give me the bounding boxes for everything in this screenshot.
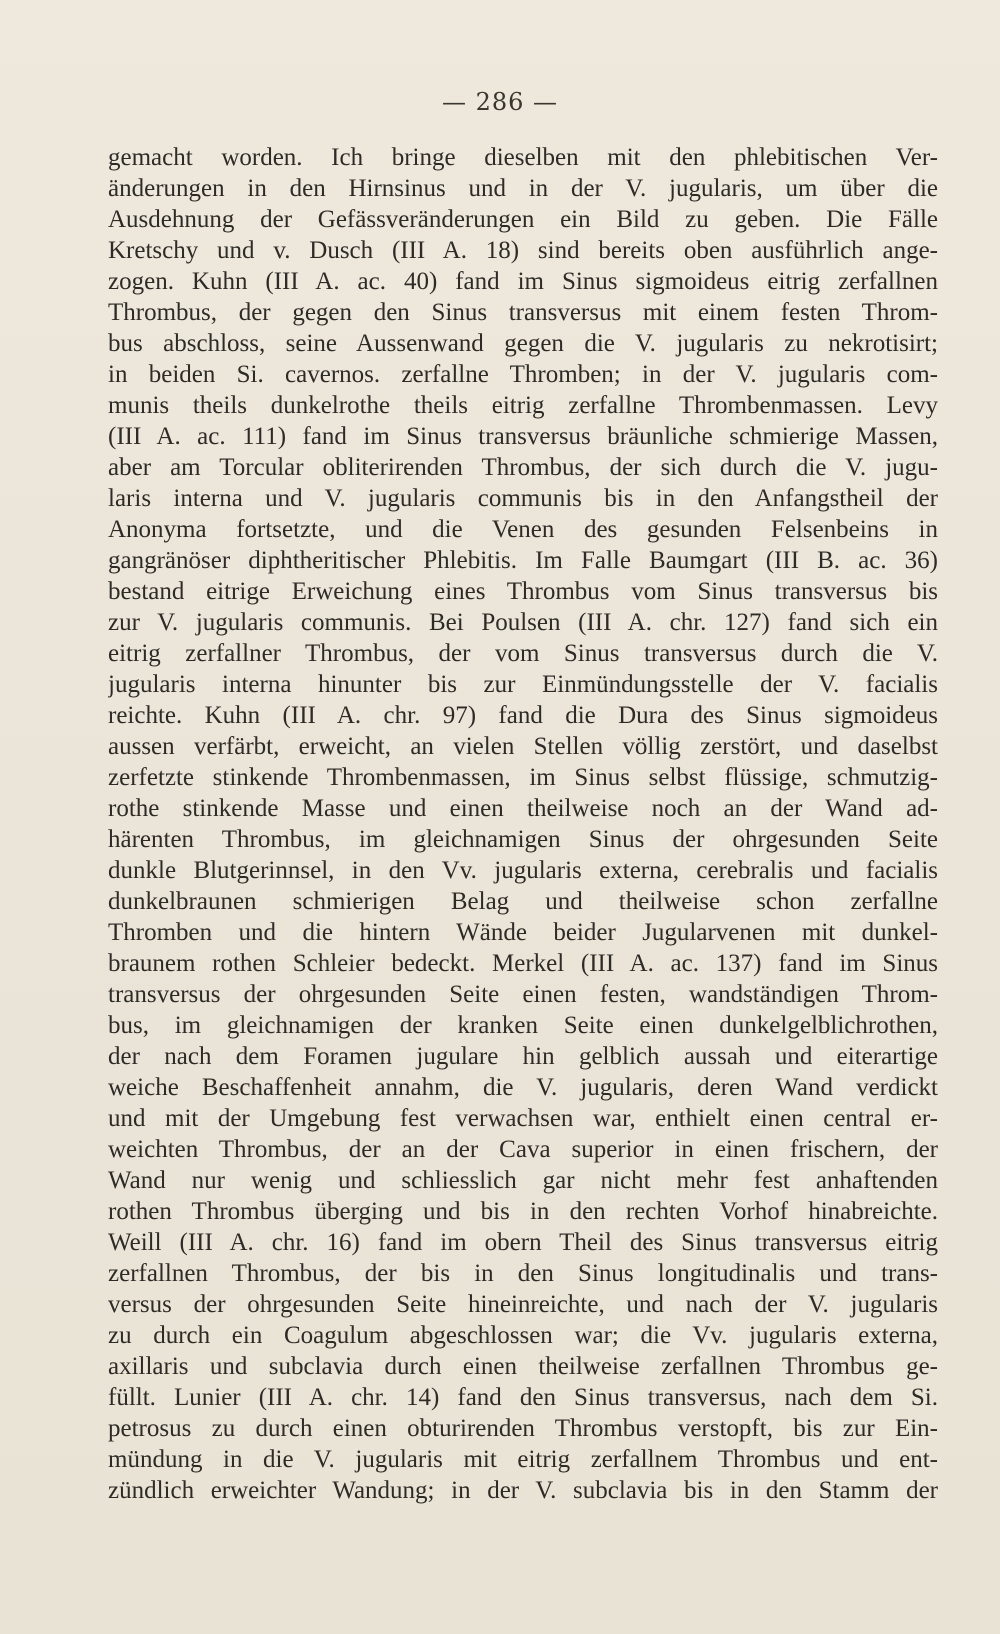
text-line: munis theils dunkelrothe theils eitrig zerfallne Thrombenmassen. Levy <box>108 392 938 419</box>
text-line: weiche Beschaffenheit annahm, die V. jugularis, deren Wand verdickt <box>108 1074 938 1101</box>
text-line: zu durch ein Coagulum abgeschlossen war; die Vv. jugularis externa, <box>108 1322 938 1349</box>
text-line: axillaris und subclavia durch einen theilweise zerfallnen Thrombus ge- <box>108 1353 938 1380</box>
text-line: und mit der Umgebung fest verwachsen war, enthielt einen central er- <box>108 1105 938 1132</box>
text-line: braunem rothen Schleier bedeckt. Merkel (III A. ac. 137) fand im Sinus <box>108 950 938 977</box>
text-line: reichte. Kuhn (III A. chr. 97) fand die Dura des Sinus sigmoideus <box>108 702 938 729</box>
text-line: in beiden Si. cavernos. zerfallne Thromben; in der V. jugularis com- <box>108 361 938 388</box>
text-line: versus der ohrgesunden Seite hineinreichte, und nach der V. jugularis <box>108 1291 938 1318</box>
text-line: dunkelbraunen schmierigen Belag und theilweise schon zerfallne <box>108 888 938 915</box>
text-line: rothe stinkende Masse und einen theilweise noch an der Wand ad- <box>108 795 938 822</box>
text-line: der nach dem Foramen jugulare hin gelblich aussah und eiterartige <box>108 1043 938 1070</box>
text-line: transversus der ohrgesunden Seite einen festen, wandständigen Throm- <box>108 981 938 1008</box>
text-line: zerfetzte stinkende Thrombenmassen, im Sinus selbst flüssige, schmutzig- <box>108 764 938 791</box>
text-line: änderungen in den Hirnsinus und in der V. jugularis, um über die <box>108 175 938 202</box>
text-line: aussen verfärbt, erweicht, an vielen Stellen völlig zerstört, und daselbst <box>108 733 938 760</box>
text-line: Ausdehnung der Gefässveränderungen ein Bild zu geben. Die Fälle <box>108 206 938 233</box>
text-line: füllt. Lunier (III A. chr. 14) fand den Sinus transversus, nach dem Si. <box>108 1384 938 1411</box>
text-line: bestand eitrige Erweichung eines Thrombus vom Sinus transversus bis <box>108 578 938 605</box>
text-line: aber am Torcular obliterirenden Thrombus, der sich durch die V. jugu- <box>108 454 938 481</box>
text-line: Thrombus, der gegen den Sinus transversus mit einem festen Throm- <box>108 299 938 326</box>
text-line: zur V. jugularis communis. Bei Poulsen (III A. chr. 127) fand sich ein <box>108 609 938 636</box>
text-line: Thromben und die hintern Wände beider Jugularvenen mit dunkel- <box>108 919 938 946</box>
text-line: mündung in die V. jugularis mit eitrig zerfallnem Thrombus und ent- <box>108 1446 938 1473</box>
text-line: Anonyma fortsetzte, und die Venen des gesunden Felsenbeins in <box>108 516 938 543</box>
text-line: dunkle Blutgerinnsel, in den Vv. jugularis externa, cerebralis und facialis <box>108 857 938 884</box>
text-line: (III A. ac. 111) fand im Sinus transversus bräunliche schmierige Massen, <box>108 423 938 450</box>
text-line: gangränöser diphtheritischer Phlebitis. Im Falle Baumgart (III B. ac. 36) <box>108 547 938 574</box>
text-line: Weill (III A. chr. 16) fand im obern Theil des Sinus transversus eitrig <box>108 1229 938 1256</box>
text-line: rothen Thrombus überging und bis in den rechten Vorhof hinabreichte. <box>108 1198 938 1225</box>
text-line: bus, im gleichnamigen der kranken Seite einen dunkelgelblichrothen, <box>108 1012 938 1039</box>
text-line: zogen. Kuhn (III A. ac. 40) fand im Sinus sigmoideus eitrig zerfallnen <box>108 268 938 295</box>
text-line: bus abschloss, seine Aussenwand gegen die V. jugularis zu nekrotisirt; <box>108 330 938 357</box>
text-line: laris interna und V. jugularis communis bis in den Anfangstheil der <box>108 485 938 512</box>
text-line: zerfallnen Thrombus, der bis in den Sinus longitudinalis und trans- <box>108 1260 938 1287</box>
text-line: zündlich erweichter Wandung; in der V. subclavia bis in den Stamm der <box>108 1477 938 1504</box>
text-line: eitrig zerfallner Thrombus, der vom Sinus transversus durch die V. <box>108 640 938 667</box>
text-line: jugularis interna hinunter bis zur Einmündungsstelle der V. facialis <box>108 671 938 698</box>
text-line: Wand nur wenig und schliesslich gar nicht mehr fest anhaftenden <box>108 1167 938 1194</box>
text-line: weichten Thrombus, der an der Cava superior in einen frischern, der <box>108 1136 938 1163</box>
text-line: Kretschy und v. Dusch (III A. 18) sind bereits oben ausführlich ange- <box>108 237 938 264</box>
text-line: petrosus zu durch einen obturirenden Thrombus verstopft, bis zur Ein- <box>108 1415 938 1442</box>
text-line: härenten Thrombus, im gleichnamigen Sinus der ohrgesunden Seite <box>108 826 938 853</box>
text-line: gemacht worden. Ich bringe dieselben mit den phlebitischen Ver- <box>108 144 938 171</box>
page-number: — 286 — <box>441 88 559 116</box>
body-text <box>108 142 938 1506</box>
